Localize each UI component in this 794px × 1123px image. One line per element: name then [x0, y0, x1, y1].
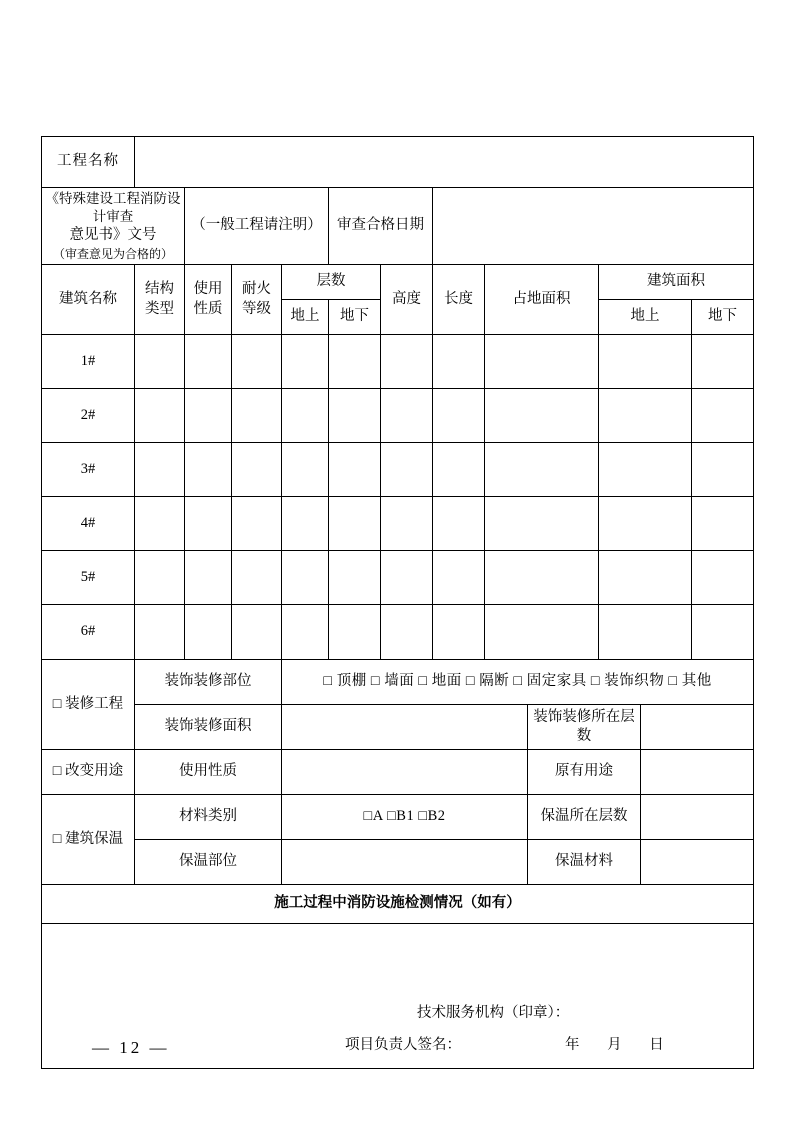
- approval-date-label: 审查合格日期: [329, 188, 433, 265]
- building-length-cell[interactable]: [433, 443, 485, 497]
- building-land-cell[interactable]: [485, 335, 599, 389]
- header-fire-rating: [232, 265, 282, 335]
- header-use-nature-l1: 使用: [193, 281, 223, 298]
- header-use-nature: [185, 265, 232, 335]
- insulation-part-label: 保温部位: [135, 840, 282, 885]
- row-header-main: [42, 265, 754, 300]
- building-fire-cell[interactable]: [232, 605, 282, 660]
- decoration-area-label: 装饰装修面积: [135, 705, 282, 750]
- building-length-cell[interactable]: [433, 389, 485, 443]
- building-fire-cell[interactable]: [232, 497, 282, 551]
- header-building-name: 建筑名称: [42, 265, 135, 335]
- table-row: [42, 605, 754, 660]
- building-fire-cell[interactable]: [232, 389, 282, 443]
- building-above-cell[interactable]: [282, 389, 329, 443]
- insulation-section-label[interactable]: □ 建筑保温: [42, 795, 135, 885]
- signature-person-label: 项目负责人签名：: [345, 1037, 461, 1054]
- table-row: [42, 389, 754, 443]
- building-below-cell[interactable]: [329, 335, 381, 389]
- building-length-cell[interactable]: [433, 335, 485, 389]
- building-area-above-cell[interactable]: [599, 443, 692, 497]
- insulation-material-label: 保温材料: [528, 840, 641, 885]
- building-structure-cell[interactable]: [135, 335, 185, 389]
- building-name-cell: 5#: [42, 551, 135, 605]
- header-structure-type-l1: 结构: [145, 281, 174, 298]
- decoration-section-label[interactable]: □ 装修工程: [42, 660, 135, 750]
- building-length-cell[interactable]: [433, 551, 485, 605]
- insulation-material-value[interactable]: [641, 840, 754, 885]
- row-decoration-area: [42, 705, 754, 750]
- building-structure-cell[interactable]: [135, 497, 185, 551]
- building-structure-cell[interactable]: [135, 551, 185, 605]
- building-land-cell[interactable]: [485, 605, 599, 660]
- building-name-cell: 1#: [42, 335, 135, 389]
- building-structure-cell[interactable]: [135, 389, 185, 443]
- building-area-below-cell[interactable]: [692, 551, 754, 605]
- project-name-label: 工程名称: [42, 137, 135, 188]
- table-row: [42, 551, 754, 605]
- page-number: — 12 —: [92, 1038, 170, 1057]
- building-name-cell: 6#: [42, 605, 135, 660]
- building-above-cell[interactable]: [282, 551, 329, 605]
- row-review-doc: [42, 188, 754, 265]
- row-insulation-part: [42, 840, 754, 885]
- building-height-cell[interactable]: [381, 389, 433, 443]
- building-area-above-cell[interactable]: [599, 605, 692, 660]
- building-fire-cell[interactable]: [232, 443, 282, 497]
- building-height-cell[interactable]: [381, 443, 433, 497]
- building-use-cell[interactable]: [185, 335, 232, 389]
- building-height-cell[interactable]: [381, 335, 433, 389]
- row-detection-title: [42, 885, 754, 924]
- signature-org-label: 技术服务机构（印章）：: [417, 1005, 570, 1022]
- building-use-cell[interactable]: [185, 605, 232, 660]
- insulation-part-value[interactable]: [282, 840, 528, 885]
- building-use-cell[interactable]: [185, 551, 232, 605]
- building-area-above-cell[interactable]: [599, 335, 692, 389]
- building-area-below-cell[interactable]: [692, 335, 754, 389]
- building-above-cell[interactable]: [282, 605, 329, 660]
- building-land-cell[interactable]: [485, 497, 599, 551]
- building-below-cell[interactable]: [329, 551, 381, 605]
- building-below-cell[interactable]: [329, 389, 381, 443]
- building-name-cell: 4#: [42, 497, 135, 551]
- use-change-original-value[interactable]: [641, 750, 754, 795]
- row-insulation-material-class: [42, 795, 754, 840]
- building-height-cell[interactable]: [381, 551, 433, 605]
- building-use-cell[interactable]: [185, 443, 232, 497]
- signature-date-label: 年 月 日: [565, 1037, 676, 1054]
- header-structure-type-l2: 类型: [145, 300, 174, 317]
- building-area-below-cell[interactable]: [692, 497, 754, 551]
- building-area-below-cell[interactable]: [692, 605, 754, 660]
- table-row: [42, 443, 754, 497]
- decoration-part-label: 装饰装修部位: [135, 660, 282, 705]
- detection-section-title: 施工过程中消防设施检测情况（如有）: [42, 885, 754, 924]
- building-fire-cell[interactable]: [232, 335, 282, 389]
- insulation-floors-value[interactable]: [641, 795, 754, 840]
- row-decoration-part: [42, 660, 754, 705]
- building-above-cell[interactable]: [282, 335, 329, 389]
- building-land-cell[interactable]: [485, 443, 599, 497]
- decoration-floors-value[interactable]: [641, 705, 754, 750]
- building-above-cell[interactable]: [282, 497, 329, 551]
- header-area-below: 地下: [692, 300, 754, 335]
- table-row: [42, 335, 754, 389]
- header-length: 长度: [433, 265, 485, 335]
- header-area-above: 地上: [599, 300, 692, 335]
- insulation-floors-label: 保温所在层数: [528, 795, 641, 840]
- use-change-original-label: 原有用途: [528, 750, 641, 795]
- header-floors-below: 地下: [329, 300, 381, 335]
- table-row: [42, 497, 754, 551]
- building-area-below-cell[interactable]: [692, 389, 754, 443]
- building-height-cell[interactable]: [381, 497, 433, 551]
- project-name-value[interactable]: [135, 137, 754, 188]
- building-below-cell[interactable]: [329, 605, 381, 660]
- header-structure-type: [135, 265, 185, 335]
- building-land-cell[interactable]: [485, 389, 599, 443]
- building-use-cell[interactable]: [185, 389, 232, 443]
- building-structure-cell[interactable]: [135, 443, 185, 497]
- decoration-part-options[interactable]: □ 顶棚 □ 墙面 □ 地面 □ 隔断 □ 固定家具 □ 装饰织物 □ 其他: [282, 660, 754, 705]
- approval-date-value[interactable]: [433, 188, 754, 265]
- header-building-area: 建筑面积: [599, 265, 754, 300]
- building-name-cell: 2#: [42, 389, 135, 443]
- building-use-cell[interactable]: [185, 497, 232, 551]
- form-table: [41, 136, 754, 1069]
- use-change-nature-label: 使用性质: [135, 750, 282, 795]
- building-land-cell[interactable]: [485, 551, 599, 605]
- building-below-cell[interactable]: [329, 497, 381, 551]
- header-floors-above: 地上: [282, 300, 329, 335]
- building-area-above-cell[interactable]: [599, 497, 692, 551]
- insulation-material-class-options[interactable]: □A □B1 □B2: [282, 795, 528, 840]
- building-area-below-cell[interactable]: [692, 443, 754, 497]
- building-name-cell: 3#: [42, 443, 135, 497]
- building-below-cell[interactable]: [329, 443, 381, 497]
- decoration-area-value[interactable]: [282, 705, 528, 750]
- review-doc-label: [42, 188, 185, 265]
- header-fire-rating-l2: 等级: [242, 300, 271, 317]
- building-area-above-cell[interactable]: [599, 389, 692, 443]
- building-fire-cell[interactable]: [232, 551, 282, 605]
- building-area-above-cell[interactable]: [599, 551, 692, 605]
- building-above-cell[interactable]: [282, 443, 329, 497]
- building-length-cell[interactable]: [433, 497, 485, 551]
- header-height: 高度: [381, 265, 433, 335]
- building-height-cell[interactable]: [381, 605, 433, 660]
- review-doc-label-line2: 意见书》文号: [69, 227, 157, 244]
- insulation-material-class-label: 材料类别: [135, 795, 282, 840]
- decoration-floors-label: 装饰装修所在层数: [528, 705, 641, 750]
- use-change-nature-value[interactable]: [282, 750, 528, 795]
- review-doc-label-line1: 《特殊建设工程消防设计审查: [45, 191, 181, 225]
- fire-inspection-form: [41, 136, 753, 1069]
- building-length-cell[interactable]: [433, 605, 485, 660]
- row-use-change: [42, 750, 754, 795]
- general-project-note: （一般工程请注明）: [185, 188, 329, 265]
- header-use-nature-l2: 性质: [193, 300, 223, 317]
- row-project-name: [42, 137, 754, 188]
- use-change-section-label[interactable]: □ 改变用途: [42, 750, 135, 795]
- header-floors: 层数: [282, 265, 381, 300]
- review-doc-label-line3: （审查意见为合格的）: [52, 247, 173, 261]
- header-fire-rating-l1: 耐火: [242, 281, 271, 298]
- header-land-area: 占地面积: [485, 265, 599, 335]
- building-structure-cell[interactable]: [135, 605, 185, 660]
